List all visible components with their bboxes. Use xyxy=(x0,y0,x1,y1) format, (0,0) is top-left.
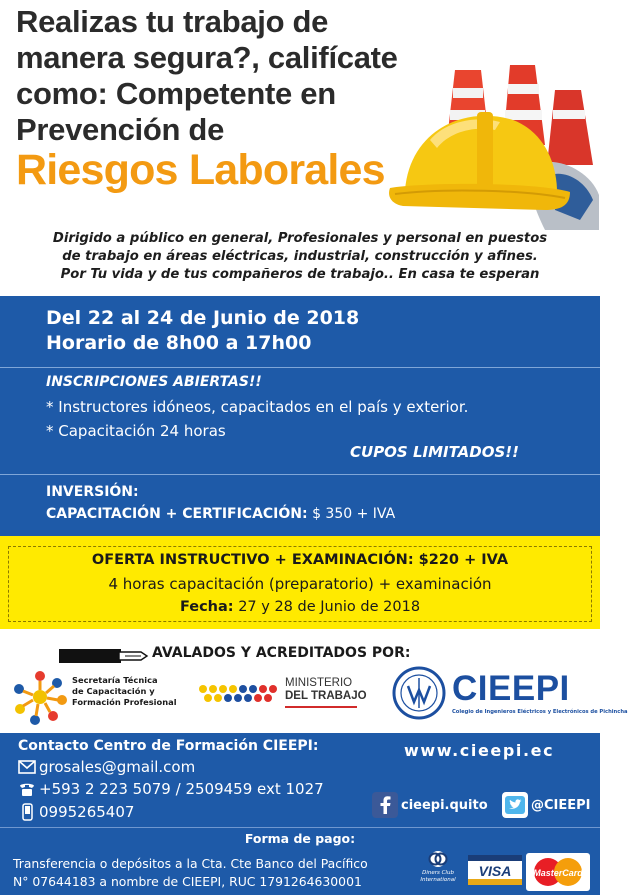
course-dates: Del 22 al 24 de Junio de 2018 xyxy=(46,307,360,329)
offer-box xyxy=(8,546,592,622)
contact-title: Contacto Centro de Formación CIEEPI: xyxy=(18,738,319,754)
bullet-instructors: * Instructores idóneos, capacitados en el país y exterior. xyxy=(46,398,469,416)
svg-text:Diners Club: Diners Club xyxy=(422,870,454,876)
offer-date-value: 27 y 28 de Junio de 2018 xyxy=(233,599,421,615)
diners-club-logo xyxy=(420,851,456,883)
phone-icon xyxy=(18,781,36,797)
contact-mobile xyxy=(18,803,134,821)
cieepi-subtitle: Colegio de Ingenieros Eléctricos y Electrónicos de Pichincha xyxy=(452,709,628,715)
ministry-line-2: DEL TRABAJO xyxy=(285,690,367,702)
payment-line-1: Transferencia o depósitos a la Cta. Cte Banco del Pacífico xyxy=(13,856,368,871)
intro-line-3: Por Tu vida y de tus compañeros de trabajo.. En casa te esperan xyxy=(60,267,540,282)
payment-section xyxy=(0,827,600,895)
redaction-bar xyxy=(59,649,121,663)
setec-line-3: Formación Profesional xyxy=(72,697,177,707)
setec-name xyxy=(72,675,177,708)
svg-text:MasterCard: MasterCard xyxy=(533,868,583,878)
facebook-handle: cieepi.quito xyxy=(401,797,488,813)
title-line-3: como: Competente en xyxy=(16,76,336,111)
phone-text[interactable]: +593 2 223 5079 / 2509459 ext 1027 xyxy=(39,780,324,798)
ministry-logo-dots xyxy=(198,684,278,702)
svg-text:VISA: VISA xyxy=(478,863,512,879)
ministry-name xyxy=(285,677,367,703)
contact-phone xyxy=(18,780,324,798)
investment-price: $ 350 + IVA xyxy=(307,506,396,522)
payment-line-2: N° 07644183 a nombre de CIEEPI, RUC 1791264630001 xyxy=(13,874,362,889)
contact-section xyxy=(0,733,600,827)
intro-line-1: Dirigido a público en general, Profesionales y personal en puestos xyxy=(52,231,548,246)
header xyxy=(0,0,600,226)
title-line-1: Realizas tu trabajo de xyxy=(16,4,329,39)
svg-text:International: International xyxy=(420,877,456,883)
endorsements-title: AVALADOS Y ACREDITADOS POR: xyxy=(152,645,411,661)
limited-seats: CUPOS LIMITADOS!! xyxy=(350,443,519,461)
mobile-text[interactable]: 0995265407 xyxy=(39,803,135,821)
investment-label: CAPACITACIÓN + CERTIFICACIÓN: xyxy=(46,506,308,522)
setec-line-2: de Capacitación y xyxy=(72,686,155,696)
offer-date xyxy=(9,599,591,615)
twitter-icon xyxy=(502,792,528,818)
email-text[interactable]: grosales@gmail.com xyxy=(39,758,196,776)
course-hours: Horario de 8h00 a 17h00 xyxy=(46,332,312,354)
ministry-underline xyxy=(285,706,357,708)
registration-title: INSCRIPCIONES ABIERTAS!! xyxy=(46,374,262,390)
investment-line xyxy=(46,506,395,522)
offer-title: OFERTA INSTRUCTIVO + EXAMINACIÓN: $220 + IVA xyxy=(91,552,509,568)
setec-line-1: Secretaría Técnica xyxy=(72,675,158,685)
divider xyxy=(0,474,600,475)
facebook-icon xyxy=(372,792,398,818)
offer-detail: 4 horas capacitación (preparatorio) + examinación xyxy=(108,575,492,593)
payment-cards xyxy=(420,849,594,893)
offer-date-label: Fecha: xyxy=(179,599,234,615)
offer-section xyxy=(0,536,600,629)
safety-helmet-image xyxy=(385,60,600,230)
twitter-handle: @CIEEPI xyxy=(531,797,591,813)
title-line-4: Prevención de xyxy=(16,112,225,147)
pointing-hand-icon xyxy=(119,644,149,668)
intro-text xyxy=(0,230,600,284)
cieepi-emblem-icon xyxy=(392,666,446,720)
website-link[interactable]: www.cieepi.ec xyxy=(404,741,555,760)
envelope-icon xyxy=(18,759,36,775)
intro-line-2: de trabajo en áreas eléctricas, industrial, construcción y afines. xyxy=(62,249,538,264)
facebook-link[interactable] xyxy=(372,792,488,818)
cieepi-logo-text: CIEEPI xyxy=(452,669,570,708)
divider xyxy=(0,367,600,368)
investment-title: INVERSIÓN: xyxy=(46,484,139,500)
mobile-phone-icon xyxy=(18,804,36,820)
mastercard-logo xyxy=(526,853,590,891)
bullet-duration: * Capacitación 24 horas xyxy=(46,422,226,440)
payment-title: Forma de pago: xyxy=(244,831,356,846)
title-highlight: Riesgos Laborales xyxy=(16,146,385,194)
twitter-link[interactable] xyxy=(502,792,591,818)
endorsements-section xyxy=(0,629,628,733)
contact-email xyxy=(18,758,195,776)
course-info-section xyxy=(0,296,600,536)
title-line-2: manera segura?, califícate xyxy=(16,40,398,75)
schedule xyxy=(46,306,359,356)
setec-logo xyxy=(10,666,70,728)
visa-logo xyxy=(468,855,522,885)
ministry-line-1: MINISTERIO xyxy=(285,677,353,689)
